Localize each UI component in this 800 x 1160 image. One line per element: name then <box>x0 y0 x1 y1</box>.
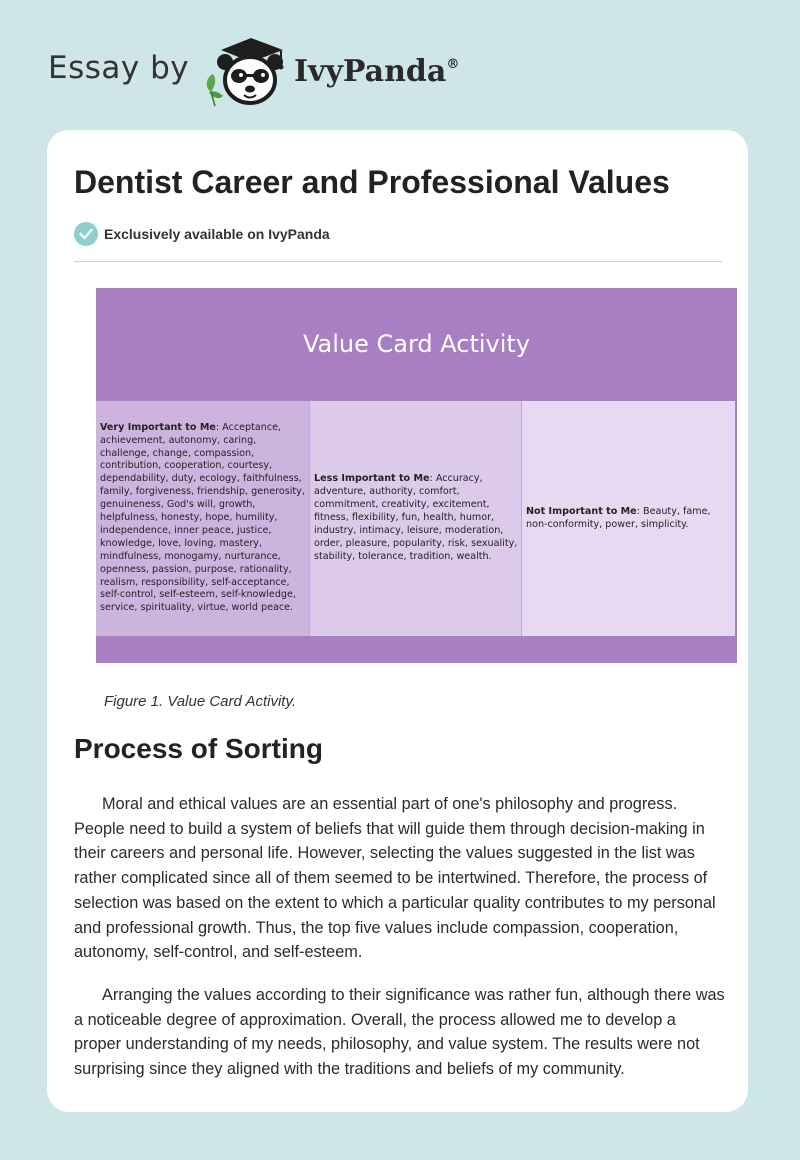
column-text: : Acceptance, achievement, autonomy, caring, challenge, change, compassion, contribution, cooperation, courtesy, dependability, duty, ecology, faithfulness, family, forgiveness, friendship, generosity, genuineness, God's will, growth, helpfulness, honesty, hope, humility, independence, inner peace, justice, knowledge, love, loving, mastery, mindfulness, monogamy, nurturance, openness, passion, purpose, rationality, realism, responsibility, self-acceptance, self-control, self-esteem, self-knowledge, service, spirituality, virtue, world peace. <box>100 421 305 614</box>
exclusive-badge <box>74 222 330 246</box>
column-label: Not Important to Me <box>526 505 637 517</box>
column-text: : Beauty, fame, non-conformity, power, simplicity. <box>526 505 711 530</box>
brand-text: IvyPanda <box>294 54 447 89</box>
figure-footer-band <box>96 637 737 663</box>
figure-columns <box>96 401 737 636</box>
site-header <box>48 34 548 114</box>
brand-name[interactable] <box>294 54 459 89</box>
paragraph: Arranging the values according to their significance was rather fun, although there was a noticeable degree of approximation. Overall, the process allowed me to develop a proper understanding of my needs, philosophy, and value system. The results were not surprising since they aligned with the traditions and beliefs of my community. <box>74 986 725 1079</box>
divider <box>74 261 722 262</box>
column-label: Very Important to Me <box>100 421 216 433</box>
column-less-important <box>309 401 521 636</box>
registered-mark: ® <box>446 57 460 72</box>
check-icon <box>74 222 98 246</box>
paragraph: Moral and ethical values are an essential part of one's philosophy and progress. People need to build a system of beliefs that will guide them through decision-making in their careers and personal life. However, selecting the values suggested in the list was rather complicated since all of them seemed to be intertwined. Therefore, the process of selection was based on the extent to which a particular quality contributes to my personal and professional growth. Thus, the top five values include compassion, cooperation, autonomy, self-control, and self-esteem. <box>74 795 716 962</box>
column-text: : Accuracy, adventure, authority, comfort, commitment, creativity, excitement, fitness, flexibility, fun, health, humor, industry, intimacy, leisure, moderation, order, pleasure, popularity, risk, sexuality, stability, tolerance, tradition, wealth. <box>314 473 518 562</box>
article-card <box>47 130 748 1112</box>
column-label: Less Important to Me <box>314 473 430 485</box>
figure-heading: Value Card Activity <box>302 330 531 358</box>
value-card-figure <box>96 288 737 663</box>
section-heading: Process of Sorting <box>74 733 323 764</box>
badge-label: Exclusively available on IvyPanda <box>104 226 330 242</box>
essay-by-label: Essay by <box>48 50 190 86</box>
figure-caption: Figure 1. Value Card Activity. <box>104 693 297 710</box>
column-not-important <box>521 401 735 636</box>
column-very-important <box>96 401 309 636</box>
leaf-icon <box>207 74 223 106</box>
page-title: Dentist Career and Professional Values <box>74 164 670 200</box>
panda-logo-icon[interactable] <box>201 34 291 110</box>
